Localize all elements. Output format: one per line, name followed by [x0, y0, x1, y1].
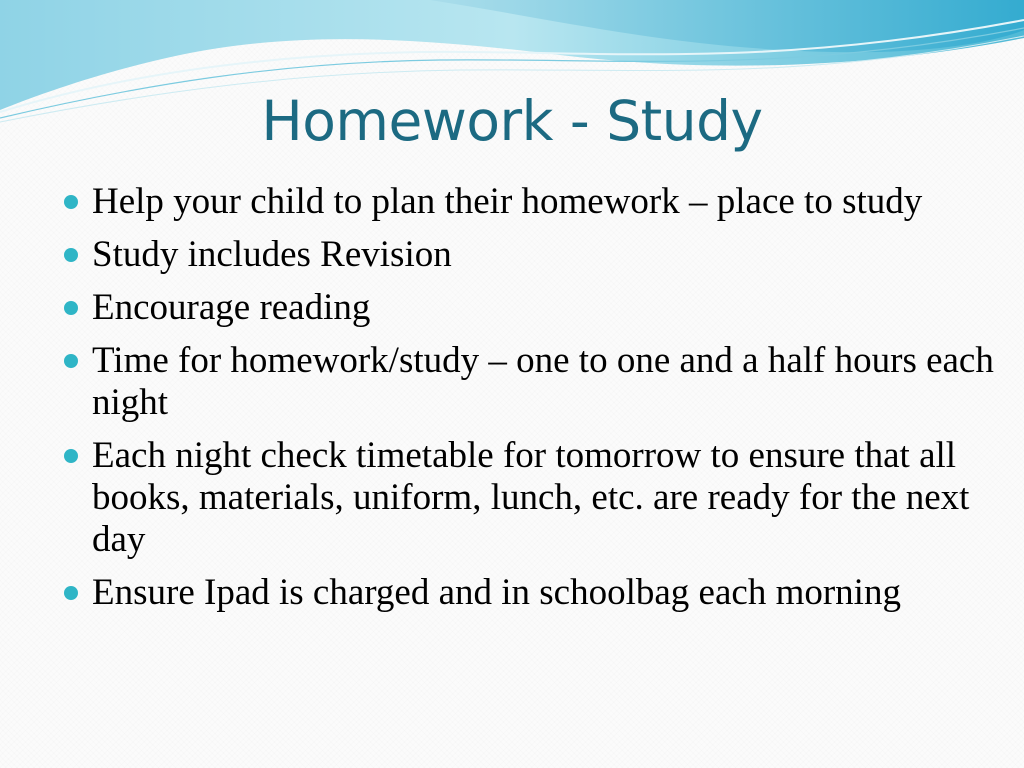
bullet-list: [60, 181, 1000, 625]
list-item: [60, 572, 1000, 614]
slide-title: Homework - Study: [261, 89, 763, 153]
bullet-dot-icon: [64, 354, 78, 368]
bullet-dot-icon: [64, 449, 78, 463]
list-item: [60, 234, 1000, 276]
bullet-dot-icon: [64, 586, 78, 600]
bullet-dot-icon: [64, 301, 78, 315]
bullet-dot-icon: [64, 195, 78, 209]
bullet-text: Study includes Revision: [92, 234, 452, 275]
list-item: [60, 340, 1000, 424]
bullet-text: Each night check timetable for tomorrow to ensure that all books, materials, uniform, lunch, etc. are ready for the next day: [92, 435, 970, 560]
bullet-dot-icon: [64, 248, 78, 262]
list-item: [60, 287, 1000, 329]
list-item: [60, 181, 1000, 223]
bullet-text: Encourage reading: [92, 287, 371, 328]
list-item: [60, 435, 1000, 561]
bullet-text: Time for homework/study – one to one and a half hours each night: [92, 340, 994, 423]
bullet-text: Ensure Ipad is charged and in schoolbag each morning: [92, 572, 901, 613]
bullet-text: Help your child to plan their homework – place to study: [92, 181, 923, 222]
